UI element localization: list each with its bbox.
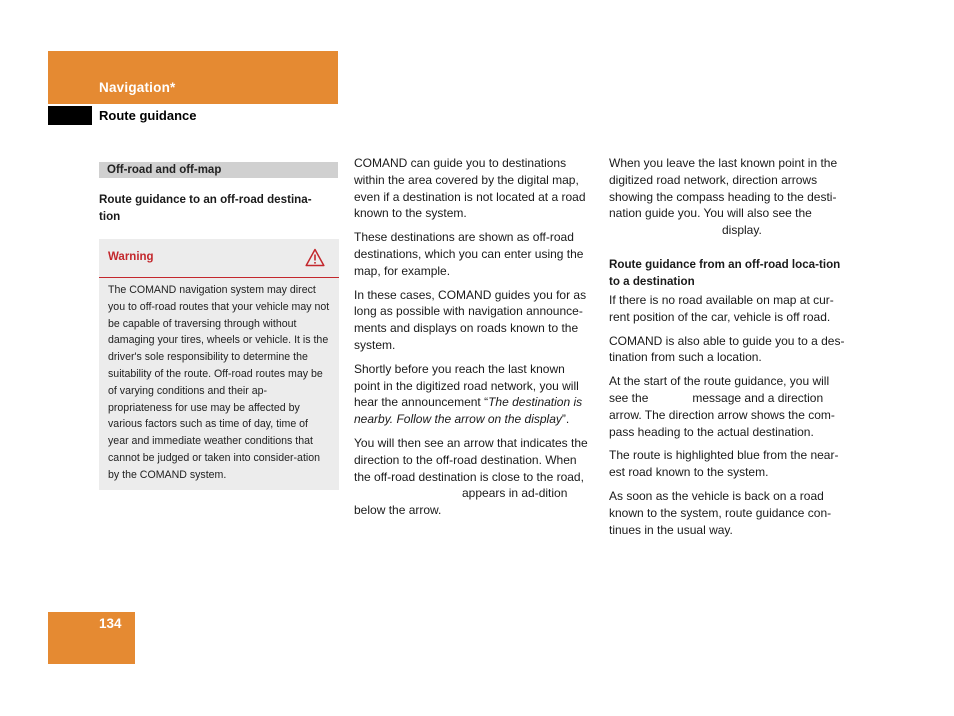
section-marker: [48, 106, 92, 125]
text: display.: [722, 223, 762, 238]
paragraph: [354, 361, 594, 428]
column-1: [99, 191, 339, 225]
text: ”.: [561, 412, 570, 427]
text: You will then see an arrow that indicates the direction to the off-road destination. When the off-road destination is close to the road,: [354, 435, 588, 484]
column-3: [609, 155, 851, 545]
warning-triangle-icon: [305, 248, 325, 267]
warning-title: Warning: [108, 251, 154, 263]
paragraph: In these cases, COMAND guides you for as long as possible with navigation announce-ments and displays on roads known to the system.: [354, 287, 587, 352]
text: At the start of the route guidance, you will see the: [609, 374, 830, 405]
text: appears in ad-dition below the arrow.: [354, 486, 568, 518]
announcement-text: The destination is nearby. Follow the arrow on the display: [354, 395, 583, 427]
chapter-title: Navigation*: [99, 80, 176, 95]
paragraph: If there is no road available on map at cur-rent position of the car, vehicle is off road.: [609, 292, 834, 324]
paragraph: [609, 373, 851, 440]
column-1-heading: Route guidance to an off-road destina- tion: [99, 193, 312, 223]
paragraph: [609, 155, 851, 239]
page-number: 134: [99, 616, 122, 631]
paragraph: These destinations are shown as off-road destinations, which you can enter using the map, for example.: [354, 230, 584, 278]
text: When you leave the last known point in the digitized road network, direction arrows showing the compass heading to the desti-nation guide you. You will also see the: [609, 156, 838, 221]
text: message and a direction arrow. The direction arrow shows the com-pass heading to the actual destination.: [609, 390, 835, 439]
paragraph: As soon as the vehicle is back on a road known to the system, route guidance con-tinues in the usual way.: [609, 488, 832, 537]
warning-body: The COMAND navigation system may direct you to off-road routes that your vehicle may not be capable of traversing through without damaging your tires, wheels or vehicle. It is the driver's sole responsibility to determine the suitability of the route. Off-road routes may be of varying conditions and their ap-propriateness for use may be affected by various factors such as time of day, time of year and immediate weather conditions that cannot be judged or taken into consider-ation by the COMAND system.: [108, 284, 330, 481]
page-subtitle: Route guidance: [99, 108, 197, 123]
paragraph: COMAND can guide you to destinations within the area covered by the digital map, even if a destination is not located at a road known to the system.: [354, 156, 586, 221]
column-2: [354, 155, 594, 526]
column-3-heading: Route guidance from an off-road loca-tion to a destination: [609, 257, 841, 288]
header-bar: [48, 51, 338, 104]
section-label: Off-road and off-map: [107, 164, 222, 176]
paragraph: COMAND is also able to guide you to a des-tination from such a location.: [609, 333, 845, 365]
paragraph: The route is highlighted blue from the near-est road known to the system.: [609, 448, 839, 480]
paragraph: [354, 435, 594, 519]
warning-text: [108, 282, 330, 484]
text: Shortly before you reach the last known point in the digitized road network, you will hear the announcement “: [354, 361, 579, 410]
